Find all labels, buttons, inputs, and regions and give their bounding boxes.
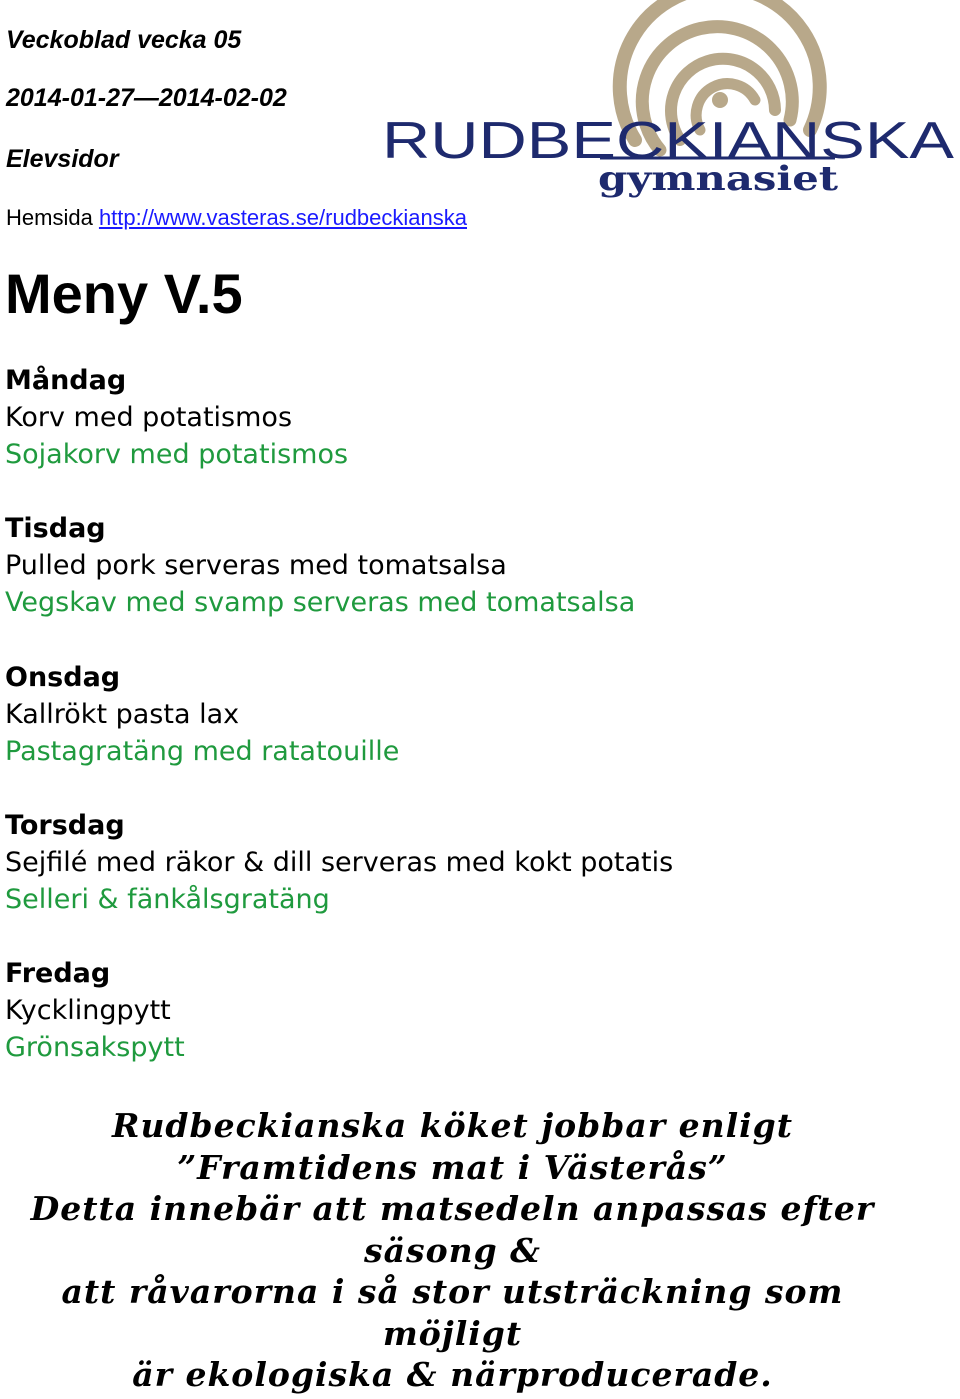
footer-line: ”Framtidens mat i Västerås” [177, 1147, 728, 1187]
day-block-thursday [5, 807, 945, 918]
week-title: Veckoblad vecka 05 [6, 26, 242, 54]
main-dish: Pulled pork serveras med tomatsalsa [5, 550, 507, 581]
vegetarian-dish: Vegskav med svamp serveras med tomatsalsa [5, 587, 636, 618]
day-name: Onsdag [5, 662, 121, 693]
main-dish: Korv med potatismos [5, 402, 293, 433]
day-name: Måndag [5, 365, 127, 396]
main-dish: Kycklingpytt [5, 995, 171, 1026]
footer-line: säsong & [364, 1230, 541, 1270]
menu-title: Meny V.5 [5, 262, 243, 325]
day-name: Fredag [5, 958, 111, 989]
day-name: Torsdag [5, 810, 125, 841]
day-name: Tisdag [5, 513, 106, 544]
day-block-friday [5, 955, 945, 1066]
footer-line: att råvarorna i så stor utsträckning som [61, 1272, 844, 1311]
footer-line: Detta innebär att matsedeln anpassas efter [30, 1189, 875, 1228]
logo-name: RUDBECKIANSKA [382, 112, 955, 170]
day-block-tuesday [5, 510, 945, 621]
week-dates: 2014-01-27—2014-02-02 [6, 84, 287, 112]
footer-line: Rudbeckianska köket jobbar enligt [112, 1106, 793, 1145]
vegetarian-dish: Sojakorv med potatismos [5, 439, 349, 470]
logo-subtitle: gymnasiet [598, 159, 839, 199]
day-block-monday [5, 362, 945, 473]
day-block-wednesday [5, 659, 945, 770]
footer-line: möjligt [382, 1313, 523, 1353]
section-label: Elevsidor [6, 145, 119, 173]
vegetarian-dish: Pastagratäng med ratatouille [5, 736, 400, 767]
vegetarian-dish: Grönsakspytt [5, 1032, 185, 1063]
school-logo [380, 0, 960, 205]
footer-note [0, 1105, 905, 1396]
homepage-label: Hemsida [6, 205, 93, 230]
homepage-link[interactable]: http://www.vasteras.se/rudbeckianska [98, 205, 467, 230]
footer-line: är ekologiska & närproducerade. [132, 1355, 773, 1394]
homepage-line [6, 203, 467, 233]
vegetarian-dish: Selleri & fänkålsgratäng [5, 884, 330, 915]
main-dish: Sejfilé med räkor & dill serveras med kokt potatis [5, 847, 674, 878]
main-dish: Kallrökt pasta lax [5, 699, 240, 730]
